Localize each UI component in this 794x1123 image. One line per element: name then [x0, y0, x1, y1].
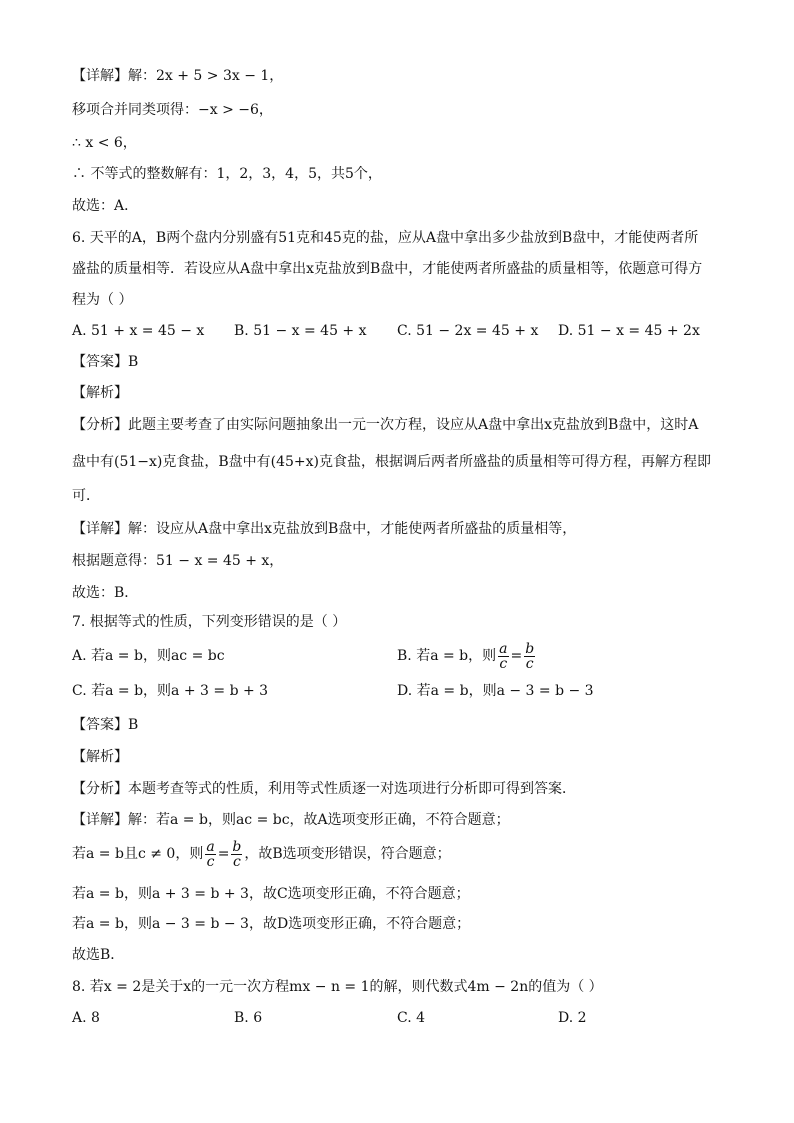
- detail-text: 若a = b，则a + 3 = b + 3，故C选项变形正确，不符合题意；: [72, 886, 470, 902]
- text-line: ∴ 不等式的整数解有：1，2，3，4，5，共5个，: [72, 166, 382, 182]
- fraction-denominator: c: [525, 655, 534, 672]
- fraction-denominator: c: [206, 853, 215, 870]
- analysis-label: 【解析】: [72, 749, 128, 765]
- fraction-numerator: b: [232, 838, 242, 855]
- text-line: 移项合并同类项得：−x > −6，: [72, 102, 273, 118]
- q7-option-b: [397, 640, 537, 672]
- analysis-label: 【解析】: [72, 385, 128, 401]
- answer-label: 【答案】B: [72, 354, 139, 370]
- question-6-stem: 6. 天平的A，B两个盘内分别盛有51克和45克的盐，应从A盘中拿出多少盐放到B盘中，才能使两者所: [72, 230, 699, 246]
- text-line: 故选：A．: [72, 198, 139, 214]
- q6-option-b: B. 51 − x = 45 + x: [234, 323, 367, 339]
- q8-option-a: A. 8: [72, 1010, 100, 1026]
- analysis-text: 【分析】此题主要考查了由实际问题抽象出一元一次方程，设应从A盘中拿出x克盐放到B盘中，这时A: [72, 417, 699, 433]
- answer-label: 【答案】B: [72, 717, 139, 733]
- fraction-b-over-c: [524, 642, 535, 671]
- question-6-stem: 程为（ ）: [72, 292, 133, 308]
- fraction-numerator: a: [206, 838, 215, 855]
- question-7-stem: 7. 根据等式的性质，下列变形错误的是（ ）: [72, 614, 347, 630]
- q7-option-c: C. 若a = b，则a + 3 = b + 3: [72, 683, 269, 699]
- fraction-a-over-c: [498, 642, 508, 671]
- analysis-text: 可．: [72, 488, 100, 504]
- q6-option-d: D. 51 − x = 45 + 2x: [558, 323, 700, 339]
- equals-sign: =: [217, 846, 230, 862]
- analysis-text: 【分析】本题考查等式的性质，利用等式性质逐一对选项进行分析即可得到答案．: [72, 781, 576, 797]
- detail-text: 根据题意得：51 − x = 45 + x，: [72, 553, 284, 569]
- q8-option-c: C. 4: [397, 1010, 426, 1026]
- q6-option-a: A. 51 + x = 45 − x: [72, 323, 205, 339]
- q7-option-b-text: B. 若a = b，则: [397, 648, 497, 664]
- q8-option-d: D. 2: [558, 1010, 587, 1026]
- detail-text: 若a = b且c ≠ 0，则: [72, 846, 204, 862]
- q7-option-d: D. 若a = b，则a − 3 = b − 3: [397, 683, 594, 699]
- detail-text: 【详解】解：若a = b，则ac = bc，故A选项变形正确，不符合题意；: [72, 812, 510, 828]
- fraction-denominator: c: [499, 655, 508, 672]
- detail-text: 【详解】解：设应从A盘中拿出x克盐放到B盘中，才能使两者所盛盐的质量相等，: [72, 521, 577, 537]
- fraction-a-over-c: [205, 840, 215, 869]
- analysis-text: 盘中有(51−x)克食盐，B盘中有(45+x)克食盐，根据调后两者所盛盐的质量相等可得方程，再解方程即: [72, 454, 712, 470]
- detail-text: ，故B选项变形错误，符合题意；: [244, 846, 451, 862]
- question-6-stem: 盛盐的质量相等．若设应从A盘中拿出x克盐放到B盘中，才能使两者所盛盐的质量相等，依题意可得方: [72, 261, 703, 277]
- fraction-numerator: b: [525, 640, 535, 657]
- detail-text: 故选：B．: [72, 585, 139, 601]
- detail-text: 若a = b，则a − 3 = b − 3，故D选项变形正确，不符合题意；: [72, 916, 471, 932]
- fraction-numerator: a: [499, 640, 508, 657]
- q7-option-a: A. 若a = b，则ac = bc: [72, 648, 225, 664]
- question-8-stem: 8. 若x = 2是关于x的一元一次方程mx − n = 1的解，则代数式4m − 2n的值为（ ）: [72, 979, 603, 995]
- text-line: 【详解】解：2x + 5 > 3x − 1，: [72, 68, 284, 84]
- equals-sign: =: [510, 648, 523, 664]
- q8-option-b: B. 6: [234, 1010, 263, 1026]
- q6-option-c: C. 51 − 2x = 45 + x: [397, 323, 539, 339]
- detail-text-fraction-line: [72, 838, 451, 870]
- fraction-denominator: c: [232, 853, 241, 870]
- text-line: ∴ x < 6，: [72, 135, 137, 151]
- fraction-b-over-c: [231, 840, 242, 869]
- detail-text: 故选B．: [72, 947, 125, 963]
